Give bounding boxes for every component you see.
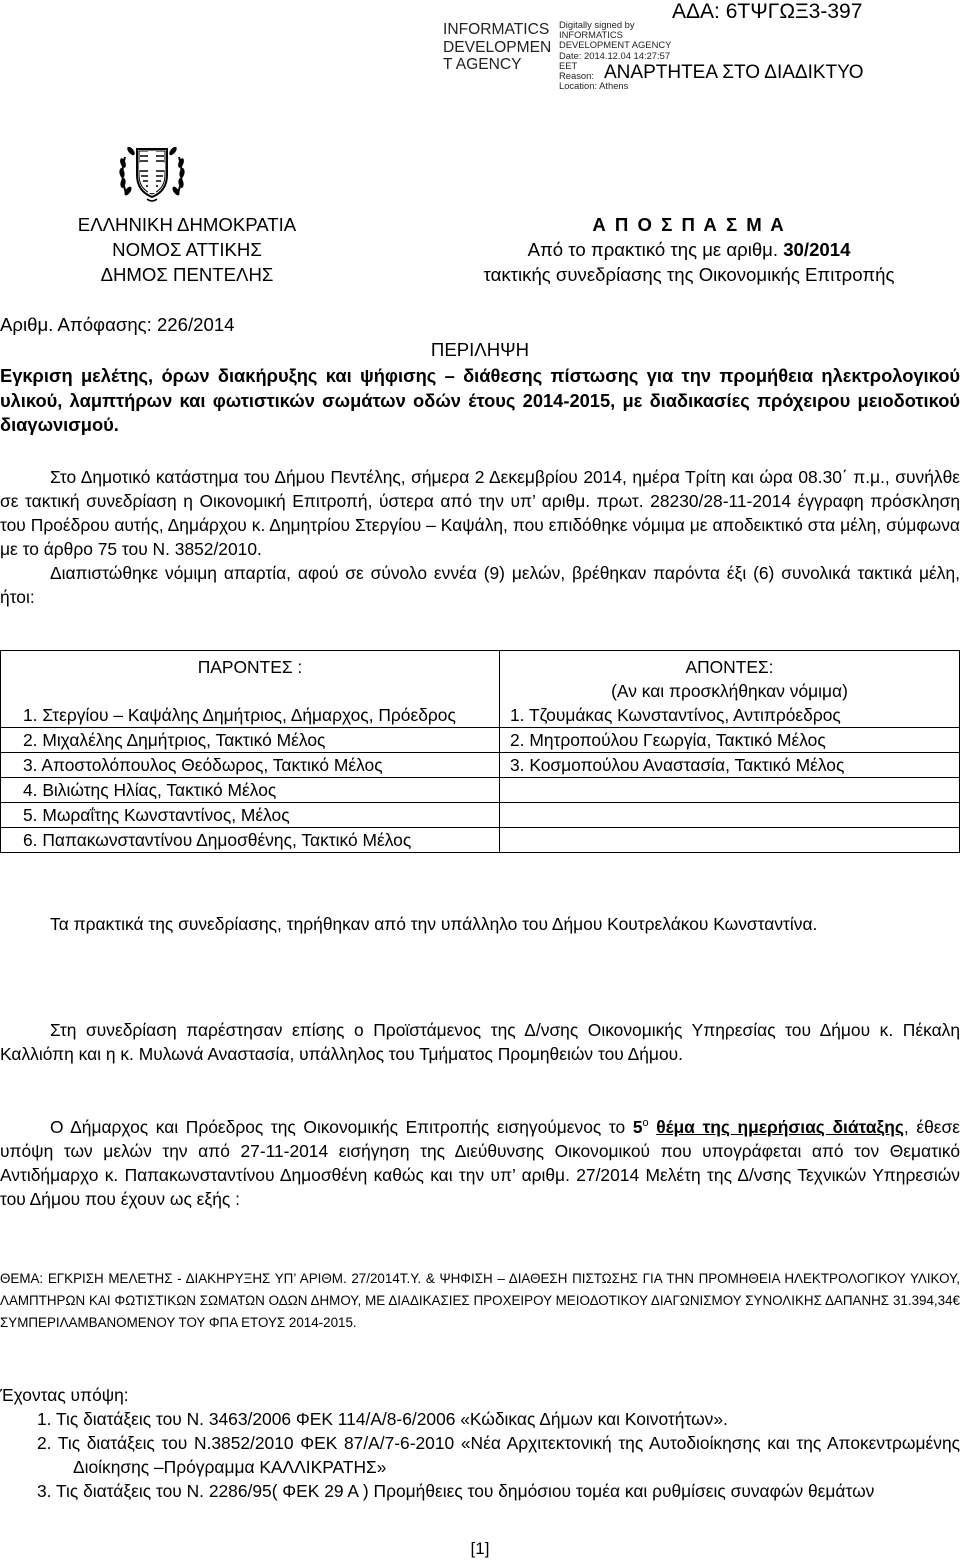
signature-meta-line: Digitally signed by (559, 19, 635, 30)
present-cell (1, 803, 500, 828)
minutes-ref-text: Από το πρακτικό της με αριθμ. (527, 239, 784, 260)
signature-meta-line: Date: 2014.12.04 14:27:57 (559, 49, 671, 61)
table-row (1, 703, 960, 728)
extract-header (422, 212, 956, 287)
list-item: 2. Τις διατάξεις του Ν.3852/2010 ΦΕΚ 87/Α/7-6-2010 «Νέα Αρχιτεκτονική της Αυτοδιοίκησης και της Αποκεντρωμένης Διοίκησης –Πρόγραμμα ΚΑΛΛΙΚΡΑΤΗΣ» (37, 1433, 960, 1477)
present-member: 5. Μωραΐτης Κωνσταντίνος, Μέλος (23, 805, 290, 825)
absent-member: 1. Τζουμάκας Κωνσταντίνος, Αντιπρόεδρος (510, 705, 841, 725)
proposal-paragraph (0, 1115, 960, 1211)
intro-paragraph: Στο Δημοτικό κατάστημα του Δήμου Πεντέλης, σήμερα 2 Δεκεμβρίου 2014, ημέρα Τρίτη και ώρα 08.30΄ π.μ., συνήλθε σε τακτική συνεδρίαση η Οικονομική Επιτροπή, ύστερα από την υπ’ αριθμ. πρωτ. 28230/28-11-2014 έγγραφη πρόσκληση του Προέδρου αυτής, Δημάρχου κ. Δημητρίου Στεργίου – Καψάλη, που επιδόθηκε νόμιμα με αποδεικτικό στα μέλη, σύμφωνα με το άρθρο 75 του Ν. 3852/2010. (0, 467, 960, 559)
posting-notice: ΑΝΑΡΤΗΤΕΑ ΣΤΟ ΔΙΑΔΙΚΤΥΟ (604, 62, 864, 83)
attendance-table (0, 650, 960, 853)
list-item: 3. Τις διατάξεις του Ν. 2286/95( ΦΕΚ 29 Α ) Προμήθειες του δημόσιου τομέα και ρυθμίσεις συναφών θεμάτων (37, 1481, 875, 1501)
considering-heading: Έχοντας υπόψη: (0, 1385, 129, 1405)
hellenic-republic-emblem-icon (117, 137, 187, 207)
page-number: [1] (470, 1539, 490, 1558)
extract-title: Α Π Ο Σ Π Α Σ Μ Α (592, 214, 786, 235)
present-member: 3. Αποστολόπουλος Θεόδωρος, Τακτικό Μέλος (23, 755, 383, 775)
subject-text: ΘΕΜΑ: ΕΓΚΡΙΣΗ ΜΕΛΕΤΗΣ - ΔΙΑΚΗΡΥΞΗΣ ΥΠ’ ΑΡΙΘΜ. 27/2014Τ.Υ. & ΨΗΦΙΣΗ – ΔΙΑΘΕΣΗ ΠΙΣΤΩΣΗΣ ΓΙΑ ΤΗΝ ΠΡΟΜΗΘΕΙΑ ΗΛΕΚΤΡΟΛΟΓΙΚΟΥ ΥΛΙΚΟΥ, ΛΑΜΠΤΗΡΩΝ ΚΑΙ ΦΩΤΙΣΤΙΚΩΝ ΣΩΜΑΤΩΝ ΟΔΩΝ ΔΗΜΟΥ, ΜΕ ΔΙΑΔΙΚΑΣΙΕΣ ΠΡΟΧΕΙΡΟΥ ΜΕΙΟΔΟΤΙΚΟΥ ΔΙΑΓΩΝΙΣΜΟΥ ΣΥΝΟΛΙΚΗΣ ΔΑΠΑΝΗΣ 31.394,34€ ΣΥΜΠΕΡΙΛΑΜΒΑΝΟΜΕΝΟΥ ΤΟΥ ΦΠΑ ΕΤΟΥΣ 2014-2015. (0, 1271, 960, 1330)
present-header: ΠΑΡΟΝΤΕΣ : (1, 651, 500, 704)
minutes-keeper-paragraph (0, 912, 960, 936)
table-row (1, 803, 960, 828)
present-cell (1, 703, 500, 728)
absent-member: 2. Μητροπούλου Γεωργία, Τακτικό Μέλος (510, 730, 826, 750)
present-cell (1, 728, 500, 753)
extract-session-type: τακτικής συνεδρίασης της Οικονομικής Επιτροπής (483, 264, 895, 285)
agenda-item-label: θέμα της ημερήσιας διάταξης (656, 1117, 904, 1137)
absent-header-label: ΑΠΟΝΤΕΣ: (685, 657, 774, 677)
signature-meta-line: Location: Athens (559, 80, 629, 92)
present-member: 2. Μιχαλέλης Δημήτριος, Τακτικό Μέλος (23, 730, 326, 750)
absent-cell (500, 778, 960, 803)
prefecture-name: ΝΟΜΟΣ ΑΤΤΙΚΗΣ (112, 239, 262, 260)
proposal-body: , έθεσε υπόψη των μελών την από 27-11-2014 εισήγηση της Διεύθυνσης Οικονομικού που υπογράφεται από τον Θεματικό Αντιδήμαρχο κ. Παπακωνσταντίνου Δημοσθένη καθώς και την υπ’ αριθμ. 27/2014 Μελέτη της Δ/νσης Τεχνικών Υπηρεσιών του Δήμου που έχουν ως εξής : (0, 1117, 960, 1209)
signature-meta-line: Reason: (559, 70, 594, 82)
absent-cell (500, 728, 960, 753)
signature-meta-line: DEVELOPMENT AGENCY (559, 39, 672, 51)
authority-header (0, 212, 374, 287)
absent-cell (500, 753, 960, 778)
signer-line: INFORMATICS (443, 21, 550, 38)
attendees-paragraph (0, 1018, 960, 1066)
quorum-paragraph: Διαπιστώθηκε νόμιμη απαρτία, αφού σε σύνολο εννέα (9) μελών, βρέθηκαν παρόντα έξι (6) συνολικά τακτικά μέλη, ήτοι: (0, 563, 960, 607)
municipality-name: ΔΗΜΟΣ ΠΕΝΤΕΛΗΣ (100, 264, 274, 285)
table-row (1, 728, 960, 753)
proposal-text (0, 1115, 960, 1211)
absent-cell (500, 703, 960, 728)
ordinal-suffix: ο (642, 1117, 649, 1130)
summary-text: Εγκριση μελέτης, όρων διακήρυξης και ψήφισης – διάθεσης πίστωσης για την προμήθεια ηλεκτρολογικού υλικού, λαμπτήρων και φωτιστικών σωμάτων οδών έτους 2014-2015, με διαδικασίες πρόχειρου μειοδοτικού διαγωνισμού. (0, 365, 960, 435)
present-cell (1, 778, 500, 803)
ada-code: ΑΔΑ: 6ΤΨΓΩΞ3-397 (672, 0, 863, 23)
summary-heading: ΠΕΡΙΛΗΨΗ (430, 339, 530, 360)
agenda-item-number: 5 (632, 1117, 643, 1137)
country-name: ΕΛΛΗΝΙΚΗ ΔΗΜΟΚΡΑΤΙΑ (77, 214, 297, 235)
attendees-text: Στη συνεδρίαση παρέστησαν επίσης ο Προϊστάμενος της Δ/νσης Οικονομικής Υπηρεσίας του Δήμου κ. Πέκαλη Καλλιόπη και η κ. Μυλωνά Αναστασία, υπάλληλος του Τμήματος Προμηθειών του Δήμου. (0, 1020, 960, 1064)
present-member: 4. Βιλιώτης Ηλίας, Τακτικό Μέλος (23, 780, 277, 800)
absent-subheader: (Αν και προσκλήθηκαν νόμιμα) (611, 681, 848, 701)
considering-list (0, 1407, 960, 1503)
present-cell (1, 753, 500, 778)
list-item: 1. Τις διατάξεις του Ν. 3463/2006 ΦΕΚ 114/Α/8-6/2006 «Κώδικας Δήμων και Κοινοτήτων». (37, 1409, 728, 1429)
signature-signer (443, 21, 551, 74)
signer-line: T AGENCY (443, 56, 522, 73)
absent-member: 3. Κοσμοπούλου Αναστασία, Τακτικό Μέλος (510, 755, 845, 775)
signature-meta-line: EET (559, 59, 578, 71)
intro-section (0, 465, 960, 609)
decision-number: Αριθμ. Απόφασης: 226/2014 (0, 314, 235, 335)
present-member: 1. Στεργίου – Καψάλης Δημήτριος, Δήμαρχος, Πρόεδρος (23, 705, 456, 725)
proposal-intro: Ο Δήμαρχος και Πρόεδρος της Οικονομικής Επιτροπής εισηγούμενος το (50, 1117, 633, 1137)
absent-header (500, 651, 960, 704)
table-row (1, 778, 960, 803)
minutes-ref-number: 30/2014 (783, 239, 851, 260)
extract-minutes-ref (422, 237, 956, 262)
table-row (1, 753, 960, 778)
minutes-keeper-text: Τα πρακτικά της συνεδρίασης, τηρήθηκαν από την υπάλληλο του Δήμου Κουτρελάκου Κωνσταντίνα. (50, 914, 818, 934)
absent-cell (500, 828, 960, 853)
table-row (1, 828, 960, 853)
present-cell (1, 828, 500, 853)
signature-meta-line: INFORMATICS (559, 29, 623, 41)
present-member: 6. Παπακωνσταντίνου Δημοσθένης, Τακτικό Μέλος (23, 830, 412, 850)
signer-line: DEVELOPMEN (443, 38, 552, 56)
absent-cell (500, 803, 960, 828)
